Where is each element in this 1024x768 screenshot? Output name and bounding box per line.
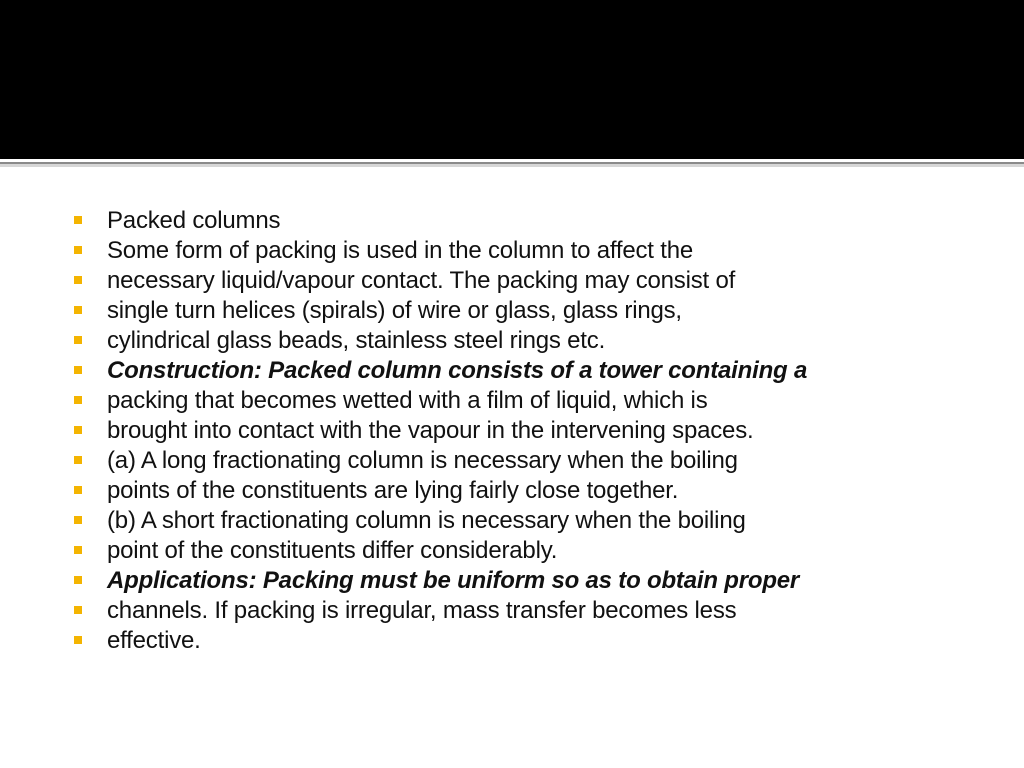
bullet-item [70,416,970,446]
bullet-item [70,596,970,626]
bullet-text: necessary liquid/vapour contact. The packing may consist of [107,267,736,294]
bullet-text: packing that becomes wetted with a film of liquid, which is [107,387,708,414]
bullet-item [70,236,970,266]
square-bullet-icon [74,636,82,644]
bullet-text: (a) A long fractionating column is necessary when the boiling [107,447,738,474]
bullet-text: Some form of packing is used in the column to affect the [107,237,694,264]
bullet-list [70,206,970,656]
bullet-item [70,386,970,416]
bullet-text: channels. If packing is irregular, mass transfer becomes less [107,597,737,624]
bullet-text: brought into contact with the vapour in the intervening spaces. [107,417,754,444]
bullet-item [70,296,970,326]
square-bullet-icon [74,246,82,254]
header-divider-shadow [0,164,1024,167]
square-bullet-icon [74,336,82,344]
bullet-item [70,536,970,566]
square-bullet-icon [74,216,82,224]
bullet-item [70,476,970,506]
bullet-text: effective. [107,627,201,654]
bullet-text: points of the constituents are lying fairly close together. [107,477,679,504]
title-band [0,0,1024,159]
bullet-item [70,446,970,476]
bullet-item [70,506,970,536]
square-bullet-icon [74,276,82,284]
bullet-text: single turn helices (spirals) of wire or glass, glass rings, [107,297,682,324]
bullet-item [70,626,970,656]
square-bullet-icon [74,456,82,464]
bullet-item [70,356,970,386]
bullet-text: cylindrical glass beads, stainless steel rings etc. [107,327,606,354]
bullet-item [70,566,970,596]
square-bullet-icon [74,576,82,584]
square-bullet-icon [74,396,82,404]
bullet-text: (b) A short fractionating column is necessary when the boiling [107,507,746,534]
square-bullet-icon [74,606,82,614]
bullet-item [70,326,970,356]
square-bullet-icon [74,516,82,524]
bullet-text: point of the constituents differ considerably. [107,537,558,564]
square-bullet-icon [74,306,82,314]
square-bullet-icon [74,546,82,554]
bullet-text: Construction: Packed column consists of a tower containing a [107,357,808,384]
bullet-item [70,206,970,236]
square-bullet-icon [74,486,82,494]
bullet-text: Applications: Packing must be uniform so as to obtain proper [107,567,800,594]
square-bullet-icon [74,366,82,374]
bullet-item [70,266,970,296]
square-bullet-icon [74,426,82,434]
bullet-text: Packed columns [107,207,281,234]
